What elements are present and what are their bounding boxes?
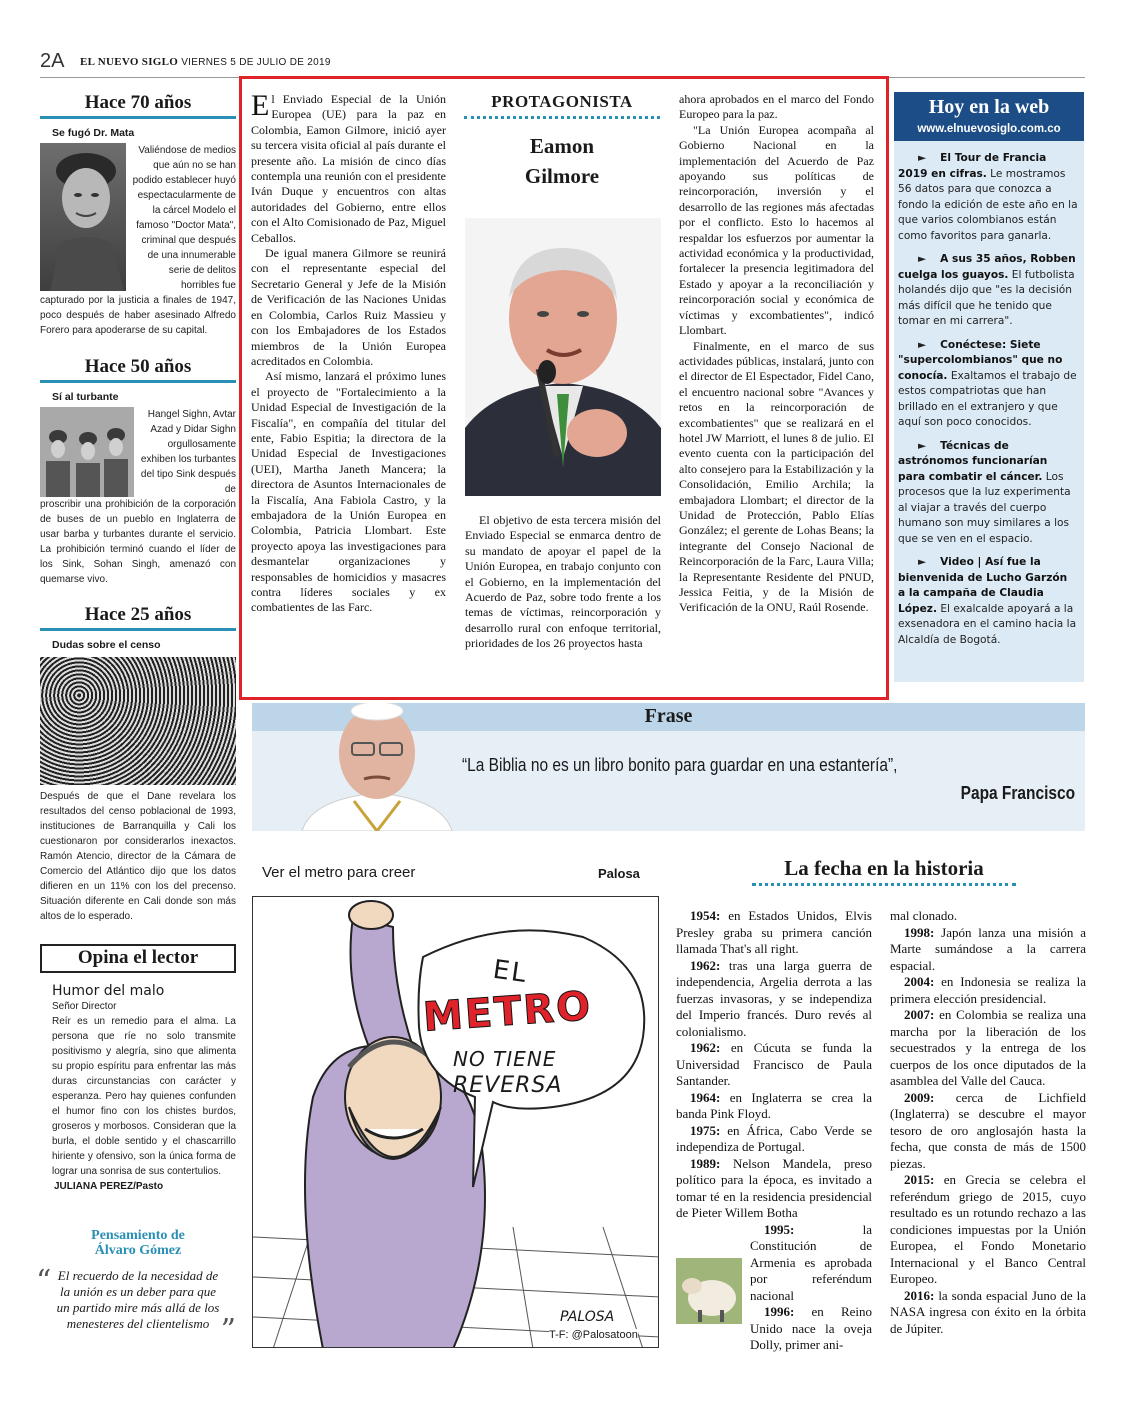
opina-title: Opina el lector (40, 944, 236, 973)
historia-col2 (890, 908, 1086, 1337)
web-item[interactable] (894, 555, 1084, 648)
historia-year: 1996: (764, 1304, 795, 1319)
protagonista-col3-p1: ahora aprobados en el marco del Fondo Europeo para la paz. (679, 92, 874, 122)
protagonista-col1-p1-text: l Enviado Especial de la Unión Europea (UE) para la paz en Colombia, Eamon Gilmore, inició ayer su tercera visita oficial al país durante el presente año. La misión de cinco días contempla una reunión con el presidente Iván Duque y encuentros con altas autoridades del Gobierno, entre ellos con el Alto Comisionado de Paz, Miguel Ceballos. (251, 92, 446, 245)
protagonista-col1-p1 (251, 89, 446, 246)
historia-year: 2016: (904, 1287, 935, 1303)
protagonista-col1-p3: Así mismo, lanzará el próximo lunes el proyecto de "Fortalecimiento a la Unidad Especial de Investigación de la Fiscalía", en compañía del titular del ente, Fabio Espitia; la directora de la Unidad Especial de Investigaciones (UEI), Martha Janeth Mancera; la directora de Asuntos Internacionales de la Fiscalía, Ana Fabiola Castro, y la embajadora de la Unión Europea en Colombia, Patricia Llombart. Este proyecto apoya las investigaciones para desmantelar organizaciones y responsables de homicidios y masacres contra líderes sociales y ex combatientes de las Farc. (251, 369, 446, 615)
historia-text: en Indonesia se realiza la primera elección presidencial. (890, 974, 1086, 1006)
historia-year: 1998: (904, 924, 935, 940)
web-item-headline: A sus 35 años, Robben cuelga los guayos. (898, 253, 1076, 281)
hace-70-subtitle: Se fugó Dr. Mata (52, 127, 135, 139)
historia-year: 1989: (690, 1155, 721, 1171)
web-item-headline: Técnicas de astrónomos funcionarían para combatir el cáncer. (898, 439, 1048, 483)
hace-25-section (40, 604, 236, 924)
opina-headline: Humor del malo (52, 983, 165, 999)
frase-box (252, 703, 1085, 831)
protagonista-col1-p2: De igual manera Gilmore se reunirá con el representante especial del Secretario General y Jefe de la Misión de Verificación de las Naciones Unidas en Colombia, Carlos Ruiz Massieu y con los Embajadores de los Estados miembros de la Unión Europea acreditados en Colombia. (251, 246, 446, 368)
turban-photo (40, 407, 134, 497)
protagonista-col2-p1: El objetivo de esta tercera misión del Enviado Especial se enmarca dentro de su mandato de apoyar el papel de la Unión Europea, en trabajo conjunto con el Gobierno, en la implementación del Acuerdo de Paz, sobre todo frente a los temas de víctimas, reincorporación y desarrollo rural con enfoque territorial, prioridades de los 26 proyectos hasta (465, 513, 661, 651)
web-item-text: El exalcalde apoyará a la exsenadora en el camino hacia la Alcaldía de Bogotá. (898, 602, 1077, 646)
historia-text: Nelson Mandela, preso político para la época, es invitado a tomar té en la residencia presidencial de Pieter Willem Botha (676, 1155, 872, 1220)
protagonista-name-line1: Eamon (529, 134, 595, 158)
pensamiento-title-line1: Pensamiento de (91, 1228, 185, 1243)
historia-text: en África, Cabo Verde se independiza de Portugal. (676, 1122, 872, 1154)
masthead (80, 56, 331, 68)
hace-50-text-side: Hangel Sighn, Avtar Azad y Didar Sighn orgullosamente exhiben los turbantes del tipo Sink después de (140, 409, 236, 495)
pensamiento-quote: El recuerdo de la necesidad de la unión es un deber para que un partido mire más allá de los menesteres del clientelismo (56, 1268, 220, 1331)
open-quote-icon: “ (36, 1264, 52, 1299)
issue-date: VIERNES 5 DE JULIO DE 2019 (181, 57, 331, 68)
historia-text: en Colombia se realiza una marcha por la liberación de los secuestrados y la entrega de los cuerpos de los once diputados de la asamblea del Valle del Cauca. (890, 1007, 1086, 1088)
pensamiento-title-line2: Álvaro Gómez (94, 1243, 182, 1258)
protagonista-head (464, 92, 660, 191)
historia-text: en Inglaterra se crea la banda Pink Floyd. (676, 1089, 872, 1121)
historia-title: La fecha en la historia (752, 856, 1016, 886)
web-item[interactable] (894, 151, 1084, 244)
protagonista-col2 (465, 513, 661, 652)
historia-text: cerca de Lichfield (Inglaterra) se descubre el mayor tesoro de oro anglosajón hasta la fecha, que consta de más de 1500 piezas. (890, 1089, 1086, 1171)
historia-entry (890, 1007, 1086, 1090)
hace-70-text: capturado por la justicia a finales de 1947, poco después de haber asesinado Alfredo Forero para apoderarse de su capital. (40, 295, 236, 336)
hace-25-text: Después de que el Dane revelara los resultados del censo poblacional de 1993, instituciones de Barranquilla y Cali los cuestionaron por considerarlos inexactos. Ramón Atencio, director de la Cámara de Comercio del Atlántico dijo que los datos difieren en un 11% con los del precenso. Situación diferente en Cali donde son más altos de lo esperado. (40, 791, 236, 922)
historia-entry (890, 1288, 1086, 1338)
pope-photo (292, 703, 462, 831)
cartoon-frame (252, 896, 659, 1348)
hace-50-section (40, 356, 236, 587)
frase-author: Papa Francisco (960, 783, 1075, 803)
page-header (40, 48, 1085, 78)
bullet-arrow-icon: ► (918, 253, 927, 265)
crowd-photo (40, 657, 236, 785)
cartoon-caption: Ver el metro para creer (262, 864, 416, 881)
historia-year: 1954: (690, 908, 721, 923)
protagonista-name-line2: Gilmore (524, 164, 600, 188)
historia-year: 1962: (690, 1040, 721, 1055)
historia-entry (750, 1304, 872, 1354)
historia-entry (676, 1156, 872, 1222)
hace-50-text: proscribir una prohibición de la corporación de buses de un pueblo en Inglaterra de usar barba y turbantes durante el servicio. La prohibición terminó cuando el líder de los Sink, Sohan Singh, amenazó con quemarse vivo. (40, 499, 236, 585)
historia-entry (750, 1222, 872, 1305)
web-item-text: Exaltamos el trabajo de estos compatriotas que han brillado en el extranjero y que aquí son poco conocidos. (898, 369, 1077, 428)
hace-70-text-side: Valiéndose de medios que aún no se han podido establecer huyó espectacularmente de la cárcel Modelo el famoso "Doctor Mata", criminal que después de una innumerable serie de delitos horribles fue (132, 145, 236, 291)
bubble-word-metro: METRO (421, 983, 594, 1041)
frase-quote: “La Biblia no es un libro bonito para guardar en una estantería”, (462, 755, 898, 775)
historia-text: en Estados Unidos, Elvis Presley graba su primera canción llamada That's all right. (676, 908, 872, 956)
page-number: 2A (40, 50, 65, 72)
historia-text: en Reino Unido nace la oveja Dolly, primer ani- (750, 1304, 872, 1352)
historia-text: la Constitución de Armenia es aprobada por referéndum nacional (750, 1221, 872, 1303)
hace-50-subtitle: Sí al turbante (52, 391, 119, 403)
kicker-rule (464, 116, 660, 119)
dropcap: E (251, 89, 270, 122)
opina-text: Reír es un remedio para el alma. La persona que ríe no solo transmite positivismo y alegría, sino que alimenta su propio espíritu para enfrentar las más duras circunstancias con carácter y esperanza. Pero hay quienes confunden el humor fino con los chistes burdos, groseros y morbosos. Consideran que la burla, el doble sentido y el chascarrillo hiriente y ofensivo, son la única forma de lograr una sonrisa de sus contertulios. (52, 1016, 236, 1177)
cartoon-drawing (253, 897, 659, 1348)
historia-year: 2009: (904, 1089, 935, 1105)
historia-entry (676, 1040, 872, 1090)
bubble-line-reversa: REVERSA (453, 1073, 563, 1098)
gilmore-photo (465, 218, 661, 496)
bubble-line-no-tiene: NO TIENE (453, 1047, 557, 1071)
historia-text: Japón lanza una misión a Marte sumándose a la carrera espacial. (890, 924, 1086, 973)
pensamiento-title (40, 1228, 236, 1258)
bubble-word-el: EL (491, 954, 530, 990)
bullet-arrow-icon: ► (918, 556, 927, 568)
protagonista-col3-p2: "La Unión Europea acompaña al Gobierno Nacional en la implementación del Acuerdo de Paz apoyando sus políticas de reincorporación, inversión y el desarrollo de las regiones más afectadas por el conflicto. Esto lo hacemos al respaldar los esfuerzos por aumentar la actividad económica y la productividad, fortalecer la presencia legitimadora del Estado y apoyar a la reconciliación y reincorporación social y económica de víctimas y excombatientes", indicó Llombart. (679, 122, 874, 338)
historia-entry (890, 1090, 1086, 1173)
historia-year: 1964: (690, 1089, 721, 1105)
historia-entry (676, 1090, 872, 1123)
historia-year: 2007: (904, 1007, 935, 1022)
protagonista-kicker: PROTAGONISTA (491, 92, 633, 111)
web-item-headline: Conéctese: Siete "supercolombianos" que no conocía. (898, 338, 1063, 382)
protagonista-col1 (251, 89, 446, 616)
hace-70-section (40, 92, 236, 338)
opina-section (40, 944, 236, 1192)
masthead-name: EL NUEVO SIGLO (80, 56, 179, 68)
web-item-headline: El Tour de Francia 2019 en cifras. (898, 152, 1047, 180)
doctor-mata-photo (40, 143, 126, 291)
web-url[interactable]: www.elnuevosiglo.com.co (894, 120, 1084, 141)
web-item-text: El futbolista holandés dijo que "es la decisión más difícil que he tenido que tomar en mi carrera". (898, 268, 1075, 327)
web-item[interactable] (894, 252, 1084, 330)
historia-entry (890, 925, 1086, 975)
hace-25-subtitle: Dudas sobre el censo (52, 639, 161, 651)
historia-entry (676, 958, 872, 1041)
historia-entry (890, 974, 1086, 1007)
protagonista-col3-p3: Finalmente, en el marco de sus actividades públicas, instalará, junto con el director de El Espectador, Fidel Cano, el encuentro nacional sobre "Avances y retos en la reincorporación de excombatientes" que se realizará en el hotel JW Marriott, el lunes 8 de julio. El evento cuenta con la participación del alto consejero para la Estabilización y la Consolidación, Emilio Archila; la embajadora Llombart; el director de la Unidad de Protección, Pablo Elías González; el gerente de Lohas Beans; la integrante del Consejo Nacional de Reincorporación de la Farc, Laura Villa; la Representante Residente del PNUD, Jessica Feitia, y de la Misión de Verificación de la ONU, Raúl Rosende. (679, 338, 874, 615)
historia-text: en Grecia se celebra el referéndum griego de 2015, cuyo resultado es un rotundo rechazo a las condiciones impuestas por la Unión Europea, el Fondo Monetario Internacional y el Banco Central Europeo. (890, 1172, 1086, 1286)
web-title: Hoy en la web (894, 92, 1084, 120)
historia-text: tras una larga guerra de independencia, Argelia derrota a las fuerzas invasoras, y se independiza del Imperio francés. Duro revés al colonialismo. (676, 957, 872, 1039)
cartoon-signature: PALOSA (560, 1309, 615, 1325)
sheep-photo (676, 1258, 742, 1324)
opina-author: JULIANA PEREZ/Pasto (54, 1181, 164, 1192)
historia-year: 2015: (904, 1172, 935, 1187)
historia-year: 2004: (904, 974, 935, 989)
historia-entry (890, 1172, 1086, 1288)
historia-year: 1975: (690, 1122, 721, 1138)
cartoon-credit: T-F: @Palosatoon (549, 1329, 638, 1341)
close-quote-icon: ” (220, 1313, 236, 1348)
hace-25-title: Hace 25 años (40, 604, 236, 631)
web-item-headline: Video | Así fue la bienvenida de Lucho Garzón a la campaña de Claudia López. (898, 556, 1068, 615)
web-items (894, 141, 1084, 648)
web-item[interactable] (894, 439, 1084, 548)
pensamiento-section (36, 1228, 236, 1348)
web-item-text: Le mostramos 56 datos para que conozca a fondo la edición de este año en la que varios colombianos están como favoritos para ganarla. (898, 167, 1078, 242)
protagonista-name (464, 131, 660, 191)
historia-year: 1995: (764, 1221, 795, 1237)
historia-text: en Cúcuta se funda la Universidad Francisco de Paula Santander. (676, 1040, 872, 1088)
historia-col2-lead: mal clonado. (890, 908, 958, 923)
hace-50-title: Hace 50 años (40, 356, 236, 383)
historia-text: la sonda espacial Juno de la NASA ingresa con éxito en la órbita de Júpiter. (890, 1287, 1086, 1336)
frase-title: Frase (644, 705, 693, 727)
bullet-arrow-icon: ► (918, 439, 927, 452)
historia-entry (676, 1123, 872, 1156)
bullet-arrow-icon: ► (918, 152, 927, 164)
hoy-en-la-web-box (894, 92, 1084, 682)
historia-year: 1962: (690, 957, 721, 973)
web-item[interactable] (894, 338, 1084, 431)
web-item-text: Los procesos que la luz experimenta al viajar a través del cuerpo humano son muy similares a los que se ven en el espacio. (898, 470, 1071, 545)
cartoon-artist: Palosa (598, 866, 640, 881)
historia-entry (676, 908, 872, 958)
opina-salutation: Señor Director (52, 1001, 117, 1012)
protagonista-col3 (679, 92, 874, 616)
hace-70-title: Hace 70 años (40, 92, 236, 119)
bullet-arrow-icon: ► (918, 338, 927, 351)
